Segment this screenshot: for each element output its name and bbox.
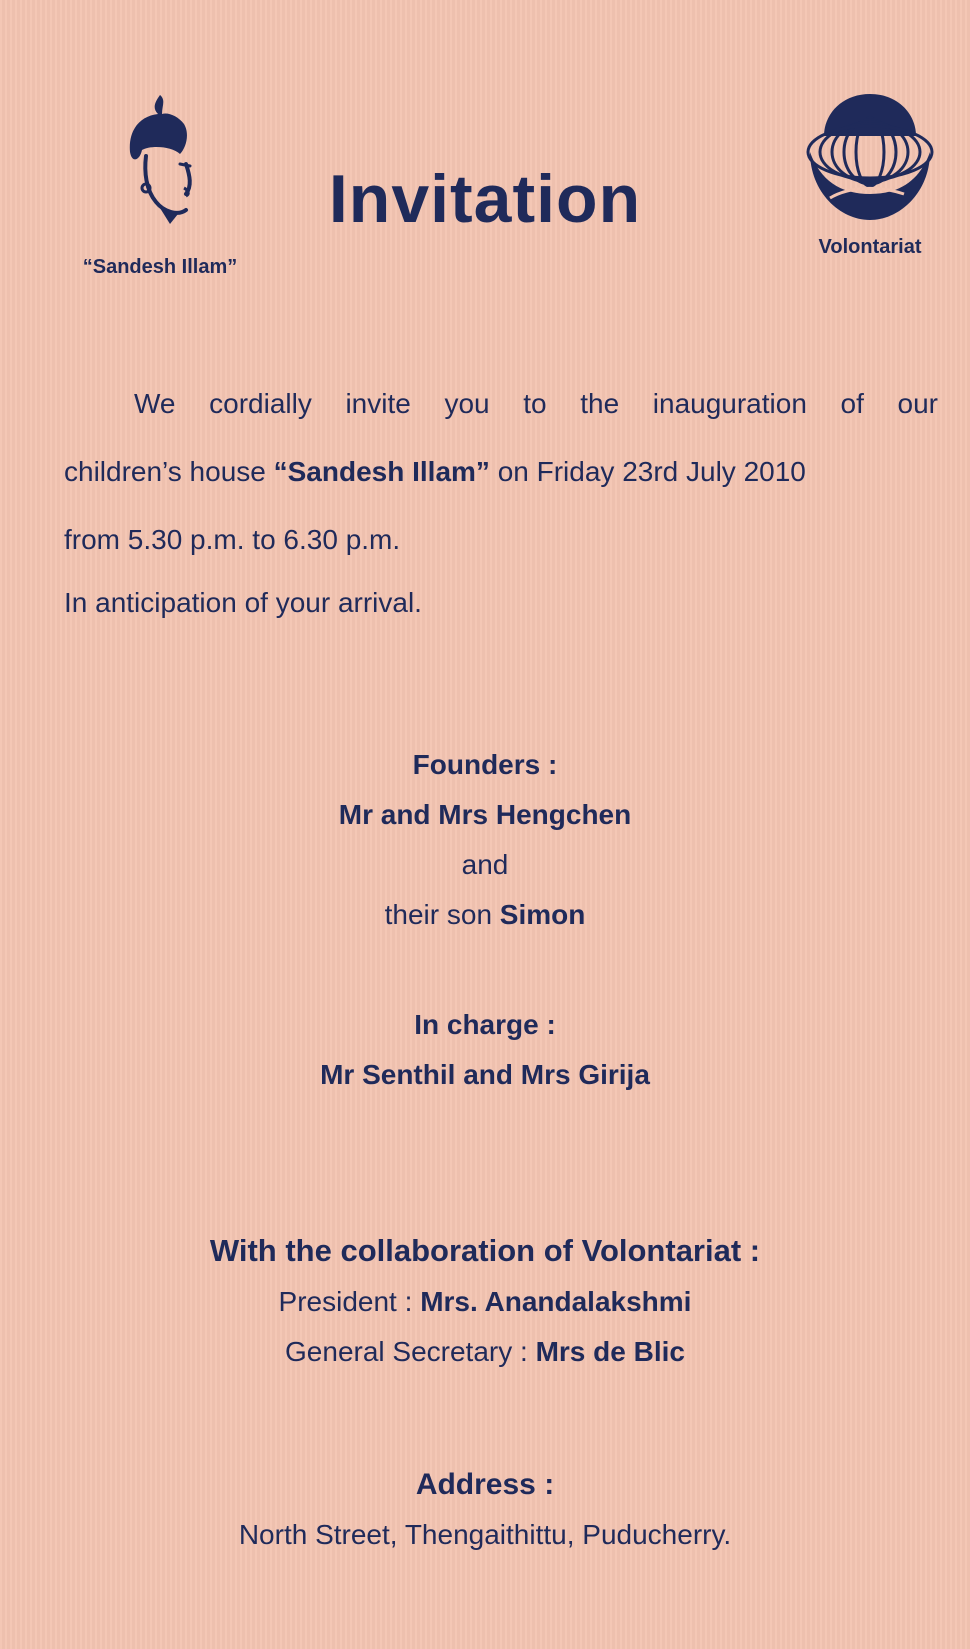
invitation-line-2 — [64, 456, 806, 487]
president-label: President : — [278, 1286, 421, 1317]
in-charge-section — [0, 1000, 970, 1100]
page-title: Invitation — [328, 161, 642, 237]
line2-pre: children’s house — [64, 456, 274, 487]
founders-section — [0, 740, 970, 940]
secretary-name: Mrs de Blic — [535, 1336, 685, 1367]
secretary-label: General Secretary : — [285, 1336, 536, 1367]
founders-son — [0, 890, 970, 940]
founders-and: and — [461, 849, 509, 880]
closing-line: In anticipation of your arrival. — [64, 587, 422, 618]
collaboration-heading: With the collaboration of Volontariat : — [209, 1233, 761, 1268]
invitation-line-1: We cordially invite you to the inauguration of our — [134, 388, 938, 419]
invitation-paragraph — [64, 370, 938, 574]
line2-post: on Friday 23rd July 2010 — [489, 456, 806, 487]
house-name: “Sandesh Illam” — [273, 456, 490, 487]
volontariat-logo — [790, 90, 950, 259]
son-prefix: their son — [384, 899, 500, 930]
address-section — [0, 1460, 970, 1560]
president-name: Mrs. Anandalakshmi — [420, 1286, 692, 1317]
in-charge-names: Mr Senthil and Mrs Girija — [320, 1059, 650, 1090]
son-name: Simon — [499, 899, 586, 930]
invitation-line-3: from 5.30 p.m. to 6.30 p.m. — [64, 524, 401, 555]
address-text: North Street, Thengaithittu, Puducherry. — [238, 1519, 732, 1550]
secretary-line — [0, 1327, 970, 1377]
founders-heading: Founders : — [412, 749, 558, 780]
right-logo-caption: Volontariat — [818, 236, 922, 258]
left-logo-caption: “Sandesh Illam” — [82, 256, 238, 278]
in-charge-heading: In charge : — [414, 1009, 556, 1040]
president-line — [0, 1277, 970, 1327]
collaboration-section — [0, 1225, 970, 1377]
lotus-hands-icon — [800, 90, 940, 230]
founders-names: Mr and Mrs Hengchen — [338, 799, 632, 830]
address-heading: Address : — [415, 1468, 555, 1501]
